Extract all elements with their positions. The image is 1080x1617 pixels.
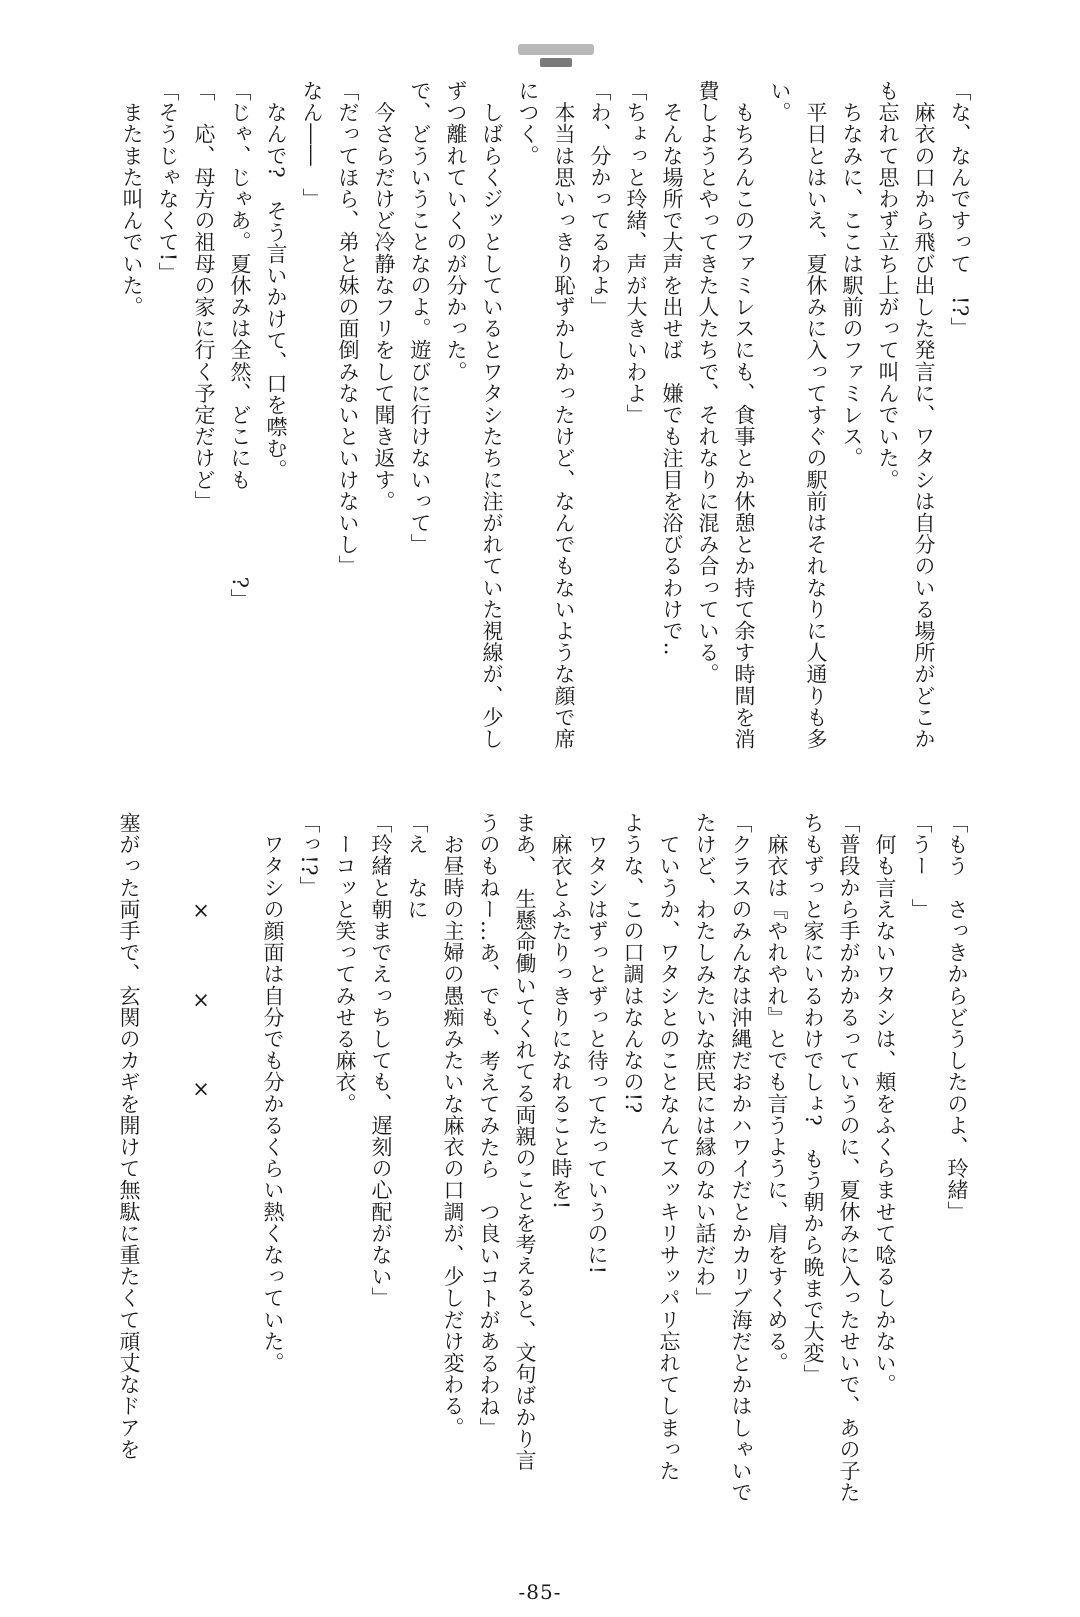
logo-subtitle-mark bbox=[540, 58, 572, 67]
text-column: なん―― 」 bbox=[300, 80, 324, 210]
text-column: 本当は思いっきり恥ずかしかったけど、なんでもないような顔で席 bbox=[552, 80, 576, 750]
text-column: たけど、わたしみたいな庶民には縁のない話だわ」 bbox=[693, 812, 717, 1309]
text-column: 「そうじゃなくて!」 bbox=[156, 80, 180, 284]
text-column: 「だってほら、弟と妹の面倒みないといけないし」 bbox=[336, 80, 360, 577]
upper-text-block bbox=[114, 80, 978, 750]
text-column: 麻衣は『やれやれ』とでも言うように、肩をすくめる。 bbox=[765, 812, 789, 1374]
text-column: ワタシはずっとずっと待ってたっていうのに! bbox=[585, 812, 609, 1275]
text-column: ーコッと笑ってみせる麻衣。 bbox=[333, 812, 357, 1115]
text-column: ような、この口調はなんなの!? bbox=[621, 812, 645, 1114]
page-number: -85- bbox=[518, 1580, 562, 1604]
text-column: 「じゃ、じゃあ。夏休みは全然、どこにも ?」 bbox=[228, 80, 252, 611]
lower-text-block bbox=[111, 812, 975, 1504]
text-column: 「ちょっと玲緒、声が大きいわよ」 bbox=[624, 80, 648, 426]
text-column: につく。 bbox=[516, 80, 540, 167]
text-column: なんで? そう言いかけて、口を噤む。 bbox=[264, 80, 288, 481]
text-column: 「 応、母方の祖母の家に行く予定だけど」 bbox=[192, 80, 216, 512]
text-column: 「え なに bbox=[405, 812, 429, 920]
text-column: しばらくジッとしているとワタシたちに注がれていた視線が、少し bbox=[480, 80, 504, 750]
text-column: い。 bbox=[768, 80, 792, 124]
text-column: 「わ、分かってるわよ」 bbox=[588, 80, 612, 318]
text-column: ずつ離れていくのが分かった。 bbox=[444, 80, 468, 383]
text-column: 平日とはいえ、夏休みに入ってすぐの駅前はそれなりに人通りも多 bbox=[804, 80, 828, 750]
text-column bbox=[219, 812, 255, 1492]
text-column: 「っ!?」 bbox=[297, 812, 321, 898]
text-column: お昼時の主婦の愚痴みたいな麻衣の口調が、少しだけ変わる。 bbox=[441, 812, 465, 1439]
text-column: 「玲緒と朝までえっちしても、遅刻の心配がない」 bbox=[369, 812, 393, 1309]
text-column: うのもねー‥.あ、でも、考えてみたら つ良いコトがあるわね」 bbox=[477, 812, 501, 1439]
text-column: もちろんこのファミレスにも、食事とか休憩とか持て余す時間を消 bbox=[732, 80, 756, 750]
text-column bbox=[147, 812, 183, 1492]
logo-title-mark bbox=[518, 44, 594, 55]
text-column: 今さらだけど冷静なフリをして聞き返す。 bbox=[372, 80, 396, 512]
header-logo bbox=[518, 44, 594, 70]
text-column: 塞がった両手で、玄関のカギを開けて無駄に重たくて頑丈なドアを bbox=[117, 812, 141, 1460]
text-column: そんな場所で大声を出せば 嫌でも注目を浴びるわけで‥ bbox=[660, 80, 684, 657]
text-column: ちなみに、ここは駅前のファミレス。 bbox=[840, 80, 864, 469]
text-column: 「もう さっきからどうしたのよ、玲緒」 bbox=[945, 812, 969, 1223]
text-column: ちもずっと家にいるわけでしょ? もう朝から晩まで大変」 bbox=[801, 812, 825, 1386]
text-column: 麻衣とふたりっきりになれること時を! bbox=[549, 812, 573, 1210]
text-column: 「うー 」 bbox=[909, 812, 933, 920]
text-column: まあ、 生懸命働いてくれてる両親のことを考えると、文句ばかり言 bbox=[513, 812, 537, 1472]
text-column: も忘れて思わず立ち上がって叫んでいた。 bbox=[876, 80, 900, 491]
text-column: 「普段から手がかかるっていうのに、夏休みに入ったせいで、あの子た bbox=[837, 812, 861, 1504]
text-column: 麻衣の口から飛び出した発言に、ワタシは自分のいる場所がどこか bbox=[912, 80, 936, 750]
text-column: 「な、なんですって !?」 bbox=[948, 80, 972, 339]
text-column: 「クラスのみんなは沖縄だおかハワイだとかカリブ海だとかはしゃいで bbox=[729, 812, 753, 1504]
text-column: ワタシの顔面は自分でも分かるくらい熱くなっていた。 bbox=[261, 812, 285, 1374]
text-column: 費しようとやってきた人たちで、それなりに混み合っている。 bbox=[696, 80, 720, 685]
text-column: 何も言えないワタシは、頬をふくらませて唸るしかない。 bbox=[873, 812, 897, 1396]
text-column: またまた叫んでいた。 bbox=[120, 80, 144, 318]
text-column: ていうか、ワタシとのことなんてスッキリサッパリ忘れてしまった bbox=[657, 812, 681, 1482]
text-column: で、どういうことなのよ。遊びに行けないって」 bbox=[408, 80, 432, 556]
text-column: × × × bbox=[189, 812, 213, 1102]
